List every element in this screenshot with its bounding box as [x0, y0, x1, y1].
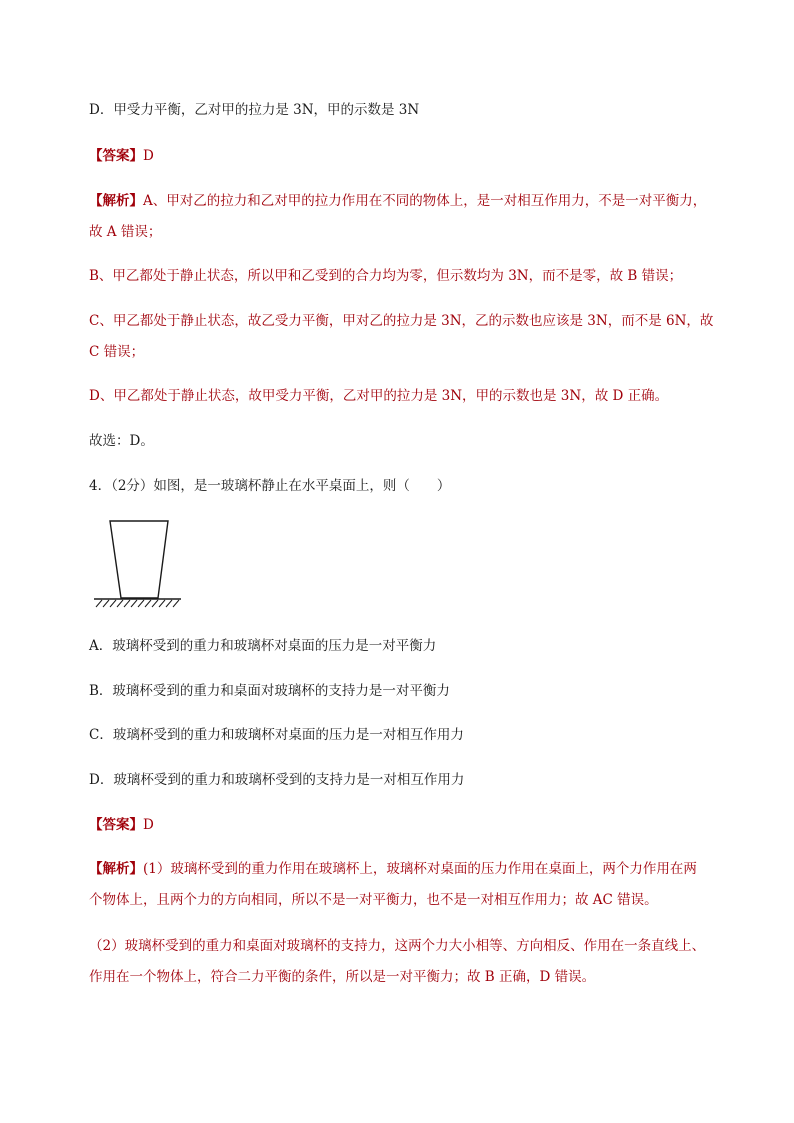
analysis-label: 【解析】	[89, 193, 143, 209]
q4-option-b: B．玻璃杯受到的重力和桌面对玻璃杯的支持力是一对平衡力	[89, 683, 450, 699]
q4-analysis-p1-line2: 个物体上，且两个力的方向相同，所以不是一对平衡力，也不是一对相互作用力；故 AC 错误。	[89, 892, 658, 908]
q4-analysis-p1-line1	[89, 860, 697, 878]
prev-analysis-b: B、甲乙都处于静止状态，所以甲和乙受到的合力均为零，但示数均为 3N，而不是零，故 B 错误；	[89, 268, 683, 284]
prev-analysis-line1	[89, 192, 706, 210]
table-hatch	[96, 600, 179, 607]
analysis-text: A、甲对乙的拉力和乙对甲的拉力作用在不同的物体上，是一对相互作用力，不是一对平衡力，	[143, 193, 707, 209]
prev-analysis-line2: 故 A 错误；	[89, 224, 162, 240]
q4-answer	[89, 816, 154, 834]
prev-conclusion: 故选：D。	[89, 433, 154, 449]
prev-analysis-c1: C、甲乙都处于静止状态，故乙受力平衡，甲对乙的拉力是 3N，乙的示数也应该是 3N，而不是 6N，故	[89, 313, 714, 329]
analysis-text: (1）玻璃杯受到的重力作用在玻璃杯上，玻璃杯对桌面的压力作用在桌面上，两个力作用在两	[143, 861, 697, 877]
q4-option-d: D．玻璃杯受到的重力和玻璃杯受到的支持力是一对相互作用力	[89, 772, 465, 788]
answer-label: 【答案】	[89, 817, 143, 833]
question4-stem: 4．（2分）如图，是一玻璃杯静止在水平桌面上，则（ ）	[89, 478, 451, 494]
prev-analysis-d: D、甲乙都处于静止状态，故甲受力平衡，乙对甲的拉力是 3N，甲的示数也是 3N，故 D 正确。	[89, 388, 669, 404]
q4-analysis-p2-line2: 作用在一个物体上，符合二力平衡的条件，所以是一对平衡力；故 B 正确，D 错误。	[89, 969, 596, 985]
q4-option-c: C．玻璃杯受到的重力和玻璃杯对桌面的压力是一对相互作用力	[89, 727, 464, 743]
prev-answer	[89, 147, 154, 165]
answer-value: D	[143, 817, 154, 833]
prev-analysis-c2: C 错误；	[89, 344, 145, 360]
answer-label: 【答案】	[89, 148, 143, 164]
prev-option-d: D．甲受力平衡，乙对甲的拉力是 3N，甲的示数是 3N	[89, 102, 420, 118]
analysis-label: 【解析】	[89, 861, 143, 877]
glass-cup	[110, 521, 168, 598]
answer-value: D	[143, 148, 154, 164]
glass-on-table-figure	[92, 518, 184, 610]
q4-option-a: A．玻璃杯受到的重力和玻璃杯对桌面的压力是一对平衡力	[89, 638, 437, 654]
q4-analysis-p2-line1: （2）玻璃杯受到的重力和桌面对玻璃杯的支持力，这两个力大小相等、方向相反、作用在一条直线上、	[89, 938, 706, 954]
